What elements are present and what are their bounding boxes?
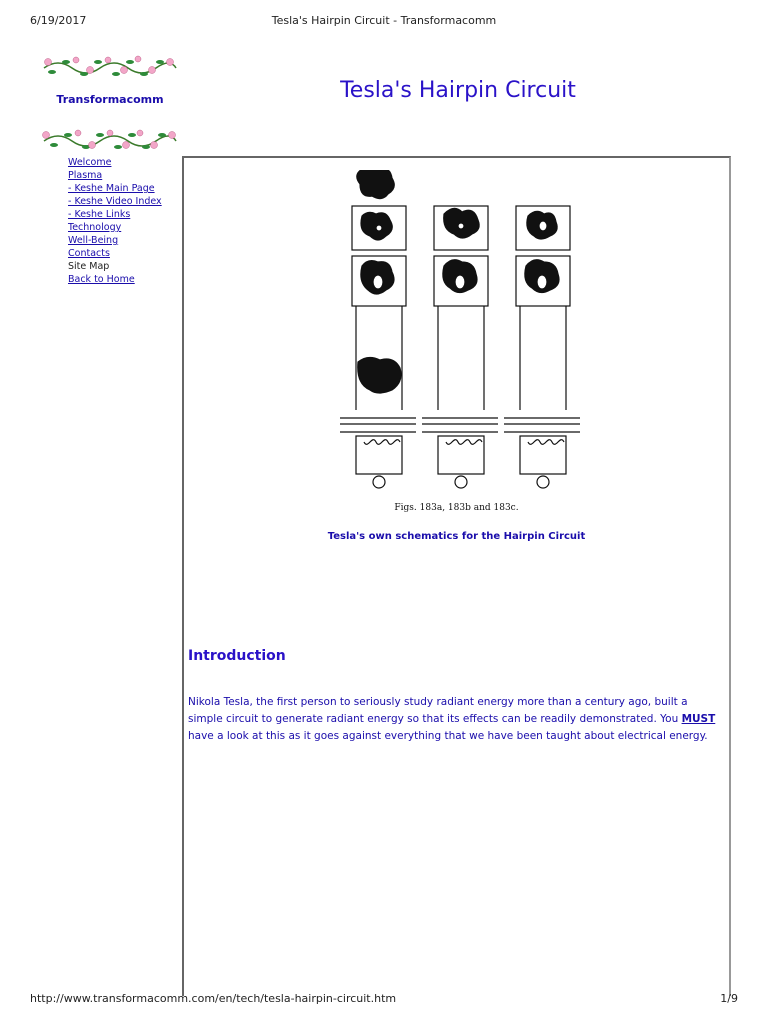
print-url: http://www.transformacomm.com/en/tech/tesla-hairpin-circuit.htm [30, 992, 397, 1005]
nav-well-being-link[interactable]: Well-Being [68, 235, 119, 246]
nav-back-to-home-link[interactable]: Back to Home [68, 274, 135, 285]
introduction-paragraph [188, 694, 723, 745]
nav-technology-link[interactable]: Technology [68, 222, 122, 233]
print-title: Tesla's Hairpin Circuit - Transformacomm [271, 14, 497, 27]
nav-contacts-link[interactable]: Contacts [68, 248, 110, 259]
introduction-heading: Introduction [188, 648, 286, 664]
nav-keshe-main-page-link[interactable]: - Keshe Main Page [68, 183, 155, 194]
must-emphasis: MUST [681, 712, 716, 725]
nav-site-map-item: Site Map [68, 261, 110, 272]
flower-vine-image [40, 125, 180, 157]
nav-welcome-link[interactable]: Welcome [68, 157, 112, 168]
print-page-number: 1/9 [720, 992, 738, 1005]
intro-text-part-2: have a look at this as it goes against everything that we have been taught about electrical energy. [188, 729, 708, 742]
intro-text-part-1: Nikola Tesla, the first person to seriously study radiant energy more than a century ago, built a simple circuit to generate radiant energy so that its effects can be readily demonstrated. You [188, 695, 688, 725]
figure-caption: Figs. 183a, 183b and 183c. [394, 503, 519, 513]
nav-keshe-video-index-link[interactable]: - Keshe Video Index [68, 196, 162, 207]
hairpin-circuit-schematic-image [332, 170, 582, 495]
sidebar-nav [68, 156, 162, 286]
content-area [182, 156, 731, 996]
nav-plasma-link[interactable]: Plasma [68, 170, 103, 181]
page-title: Tesla's Hairpin Circuit [340, 78, 576, 103]
print-date: 6/19/2017 [30, 14, 87, 27]
flower-vine-image [40, 50, 180, 82]
site-name: Transformacomm [56, 93, 164, 106]
nav-keshe-links-link[interactable]: - Keshe Links [68, 209, 131, 220]
schematic-caption: Tesla's own schematics for the Hairpin Circuit [327, 531, 586, 542]
